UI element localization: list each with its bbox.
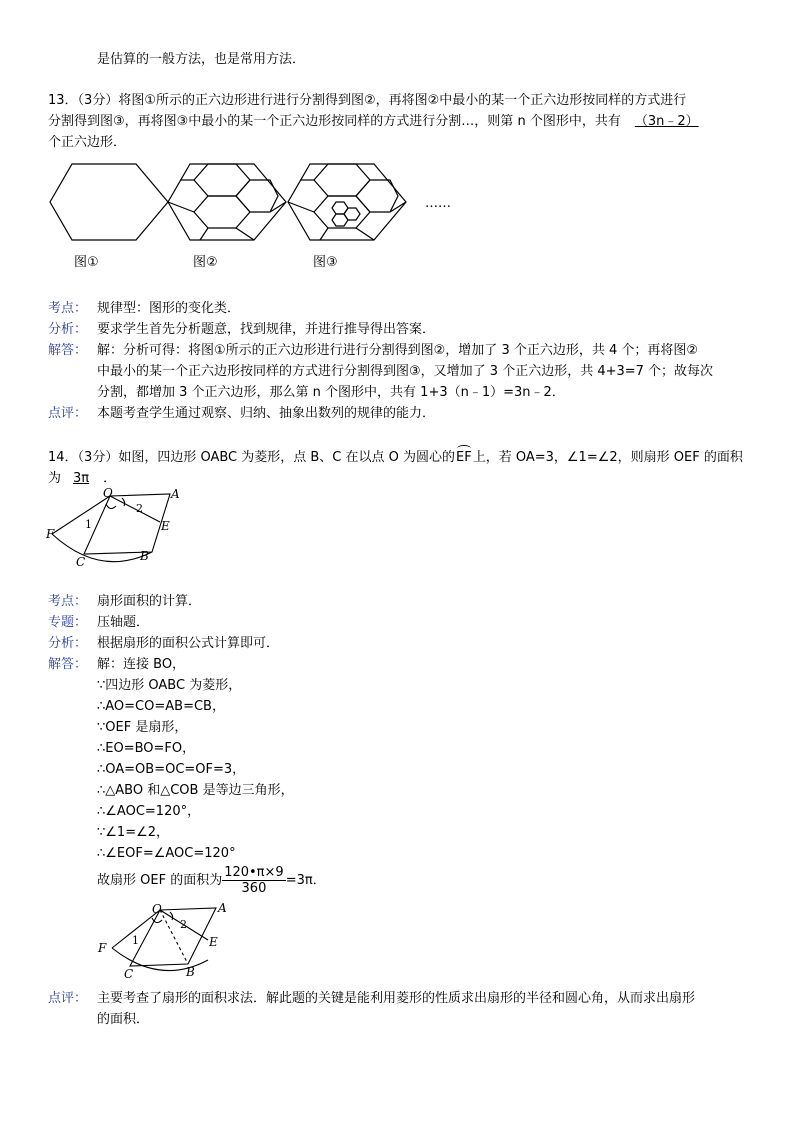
q14-dianping-line: 主要考查了扇形的面积求法．解此题的关键是能利用菱形的性质求出扇形的半径和圆心角，从而求出扇形	[97, 991, 696, 1006]
pt-A: A	[218, 902, 227, 915]
q14-step: ∴∠EOF=∠AOC=120°	[97, 846, 236, 861]
q14-line2-pre: 为	[48, 471, 62, 486]
fraction-numerator: 120•π×9	[224, 865, 284, 880]
q14-figure	[40, 486, 200, 576]
pt-E: E	[209, 935, 218, 949]
angle-1-label: 1	[132, 934, 139, 947]
q14-final-post: =3π．	[285, 873, 326, 888]
q14-step: ∵OEF 是扇形，	[97, 720, 188, 735]
area-fraction	[222, 865, 285, 896]
fig-ellipsis: ……	[425, 196, 451, 211]
q14-dianping-line: 的面积．	[97, 1012, 150, 1027]
fraction-denominator: 360	[241, 881, 267, 896]
hexagon-fig1	[50, 164, 168, 240]
q14-kaodian-label: 考点：	[48, 594, 88, 609]
q14-zhuanti-label: 专题：	[48, 615, 88, 630]
pt-C: C	[76, 555, 86, 569]
fig3-label: 图③	[313, 255, 338, 270]
q14-arc	[455, 448, 473, 468]
pt-A: A	[171, 487, 180, 501]
fig2-label: 图②	[193, 255, 218, 270]
pt-F: F	[46, 527, 55, 541]
q14-step: ∴△ABO 和△COB 是等边三角形，	[97, 783, 294, 798]
q13-kaodian-label: 考点：	[48, 301, 88, 316]
q13-fenxi-label: 分析：	[48, 322, 88, 337]
arc-mark-icon	[457, 445, 471, 452]
pt-O: O	[152, 902, 162, 916]
q14-zhuanti: 压轴题．	[97, 615, 150, 630]
angle-2-label: 2	[136, 502, 143, 515]
pt-O: O	[103, 486, 113, 500]
q14-dianping-label: 点评：	[48, 991, 88, 1006]
angle-2-label: 2	[180, 918, 187, 931]
fig1-label: 图①	[74, 255, 99, 270]
q13-jieda-line: 中最小的某一个正六边形按同样的方式进行分割得到图③，又增加了 3 个正六边形，共 4+3=7 个；故每次	[97, 364, 714, 379]
q14-final	[97, 864, 326, 898]
q13-dianping-label: 点评：	[48, 406, 88, 421]
angle-1-label: 1	[85, 518, 92, 531]
q14-step: ∵四边形 OABC 为菱形，	[97, 678, 242, 693]
q14-step: ∴∠AOC=120°，	[97, 804, 201, 819]
q13-jieda-line: 分割，都增加 3 个正六边形，那么第 n 个图形中，共有 1+3（n﹣1）=3n﹣2．	[97, 385, 565, 400]
q14-line1-post: 上，若 OA=3，∠1=∠2，则扇形 OEF 的面积	[472, 450, 743, 465]
q14-step: ∴EO=BO=FO，	[97, 741, 196, 756]
q14-line1	[48, 448, 743, 468]
q14-step: 解：连接 BO，	[97, 657, 186, 672]
pt-F: F	[98, 941, 107, 955]
q14-final-pre: 故扇形 OEF 的面积为	[97, 873, 223, 888]
q14-jieda-label: 解答：	[48, 657, 88, 672]
q14-step: ∵∠1=∠2，	[97, 825, 170, 840]
pt-E: E	[161, 519, 170, 533]
q14-step: ∴AO=CO=AB=CB，	[97, 699, 225, 714]
q13-jieda-label: 解答：	[48, 343, 88, 358]
q14-line2-post: ．	[103, 471, 117, 486]
q14-fenxi-label: 分析：	[48, 636, 88, 651]
q13-line2-text: 分割得到图③，再将图③中最小的某一个正六边形按同样的方式进行分割…，则第 n 个图形中，共有	[48, 114, 621, 129]
q14-answer: 3π	[73, 471, 90, 486]
q14-kaodian: 扇形面积的计算．	[97, 594, 202, 609]
hexagon-fig3	[288, 164, 406, 240]
q13-hexagon-figures	[40, 160, 470, 280]
q14-figure-solution	[90, 902, 250, 982]
q13-line2	[48, 112, 711, 132]
pt-B: B	[186, 965, 195, 979]
q13-jieda-line: 解：分析可得：将图①所示的正六边形进行进行分割得到图②，增加了 3 个正六边形，共 4 个；再将图②	[97, 343, 699, 358]
intro-line: 是估算的一般方法，也是常用方法．	[97, 52, 306, 67]
pt-B: B	[140, 549, 149, 563]
q13-line3: 个正六边形．	[48, 135, 127, 150]
pt-C: C	[124, 967, 134, 981]
q14-arc-label: EF	[456, 450, 472, 465]
q13-dianping: 本题考查学生通过观察、归纳、抽象出数列的规律的能力．	[97, 406, 436, 421]
q13-line1: 13．（3分）将图①所示的正六边形进行进行分割得到图②，再将图②中最小的某一个正六边形按同样的方式进行	[48, 93, 687, 108]
q13-answer: （3n﹣2）	[634, 114, 699, 129]
q14-step: ∴OA=OB=OC=OF=3，	[97, 762, 246, 777]
q13-kaodian: 规律型：图形的变化类．	[97, 301, 241, 316]
q14-fenxi: 根据扇形的面积公式计算即可．	[97, 636, 280, 651]
q13-fenxi: 要求学生首先分析题意，找到规律，并进行推导得出答案．	[97, 322, 436, 337]
hexagon-fig2	[168, 164, 286, 240]
q14-line1-pre: 14．（3分）如图，四边形 OABC 为菱形，点 B、C 在以点 O 为圆心的	[48, 450, 455, 465]
